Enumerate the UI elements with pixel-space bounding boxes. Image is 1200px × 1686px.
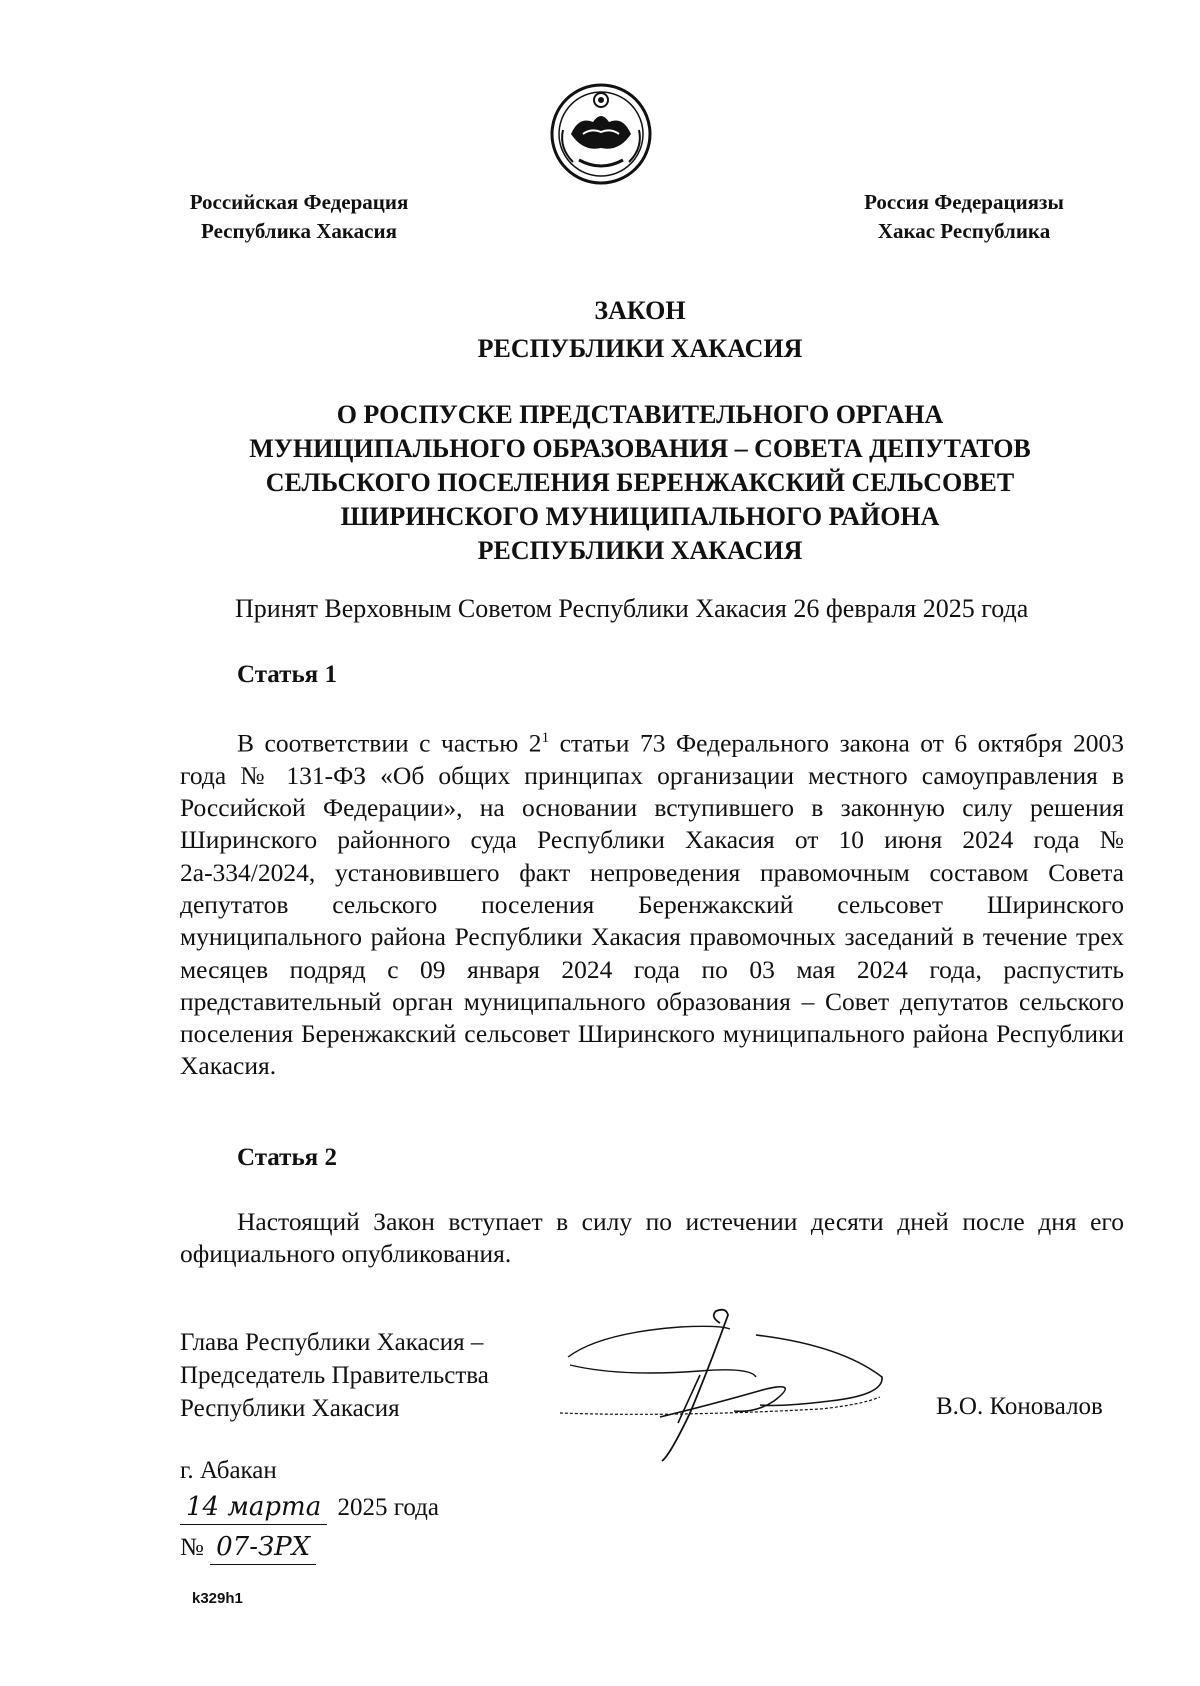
law-title-line-1: ЗАКОН [594,296,686,325]
article-1-text [180,722,1124,1083]
document-code: k329h1 [192,1590,243,1607]
place-of-signing: г. Абакан [180,1457,277,1484]
handwritten-date: 14 марта [180,1490,327,1525]
subject-title [170,398,1110,568]
header-left-line-1: Российская Федерация [189,190,409,214]
header-right-line-1: Россия Федерациязы [864,190,1064,214]
subject-title-line-2: МУНИЦИПАЛЬНОГО ОБРАЗОВАНИЯ – СОВЕТА ДЕПУТАТОВ [249,434,1031,463]
handwritten-signature [560,1305,900,1465]
law-title [170,292,1110,368]
subject-title-line-3: СЕЛЬСКОГО ПОСЕЛЕНИЯ БЕРЕНЖАКСКИЙ СЕЛЬСОВЕТ [265,468,1015,497]
article-1-text-rest: статьи 73 Федерального закона от 6 октября 2003 года № 131-ФЗ «Об общих принципах организации местного самоуправления в Российской Федерации», на основании вступившего в законную силу решения Ширинского районного суда Республики Хакасия от 10 июня 2024 года № 2а-334/2024, установившего факт непроведения правомочным составом Совета депутатов сельского поселения Беренжакский сельсовет Ширинского муниципального района Республики Хакасия правомочных заседаний в течение трех месяцев подряд с 09 января 2024 года по 03 мая 2024 года, распустить представительный орган муниципального образования – Совет депутатов сельского поселения Беренжакский сельсовет Ширинского муниципального района Республики Хакасия. [180,728,1124,1081]
article-2-heading: Статья 2 [237,1144,337,1171]
law-title-line-2: РЕСПУБЛИКИ ХАКАСИЯ [477,334,803,363]
header-left-line-2: Республика Хакасия [201,219,397,243]
coat-of-arms-emblem [549,82,653,186]
signer-position-line-1: Глава Республики Хакасия – [180,1329,484,1356]
article-2-text: Настоящий Закон вступает в силу по истечении десяти дней после дня его официального опубликования. [180,1207,1124,1269]
signer-name: В.О. Коновалов [936,1393,1103,1420]
article-1-heading: Статья 1 [237,661,337,688]
header-left [168,188,430,246]
date-suffix: 2025 года [337,1494,439,1521]
number-prefix: № [180,1534,204,1561]
article-1-superscript: 1 [541,730,550,746]
handwritten-number: 07-ЗРХ [210,1530,316,1565]
signer-position-line-2: Председатель Правительства [180,1362,489,1389]
subject-title-line-1: О РОСПУСКЕ ПРЕДСТАВИТЕЛЬНОГО ОРГАНА [336,400,944,429]
signer-position [180,1326,489,1425]
subject-title-line-4: ШИРИНСКОГО МУНИЦИПАЛЬНОГО РАЙОНА [340,502,940,531]
article-1-text-start: В соответствии с частью 2 [237,728,542,758]
header-right-line-2: Хакас Республика [877,219,1051,243]
subject-title-line-5: РЕСПУБЛИКИ ХАКАСИЯ [477,536,803,565]
signing-date [180,1490,439,1525]
law-number [180,1530,320,1565]
adoption-line: Принят Верховным Советом Республики Хакасия 26 февраля 2025 года [235,594,1029,623]
signer-position-line-3: Республики Хакасия [180,1395,400,1422]
header-right [840,188,1088,246]
